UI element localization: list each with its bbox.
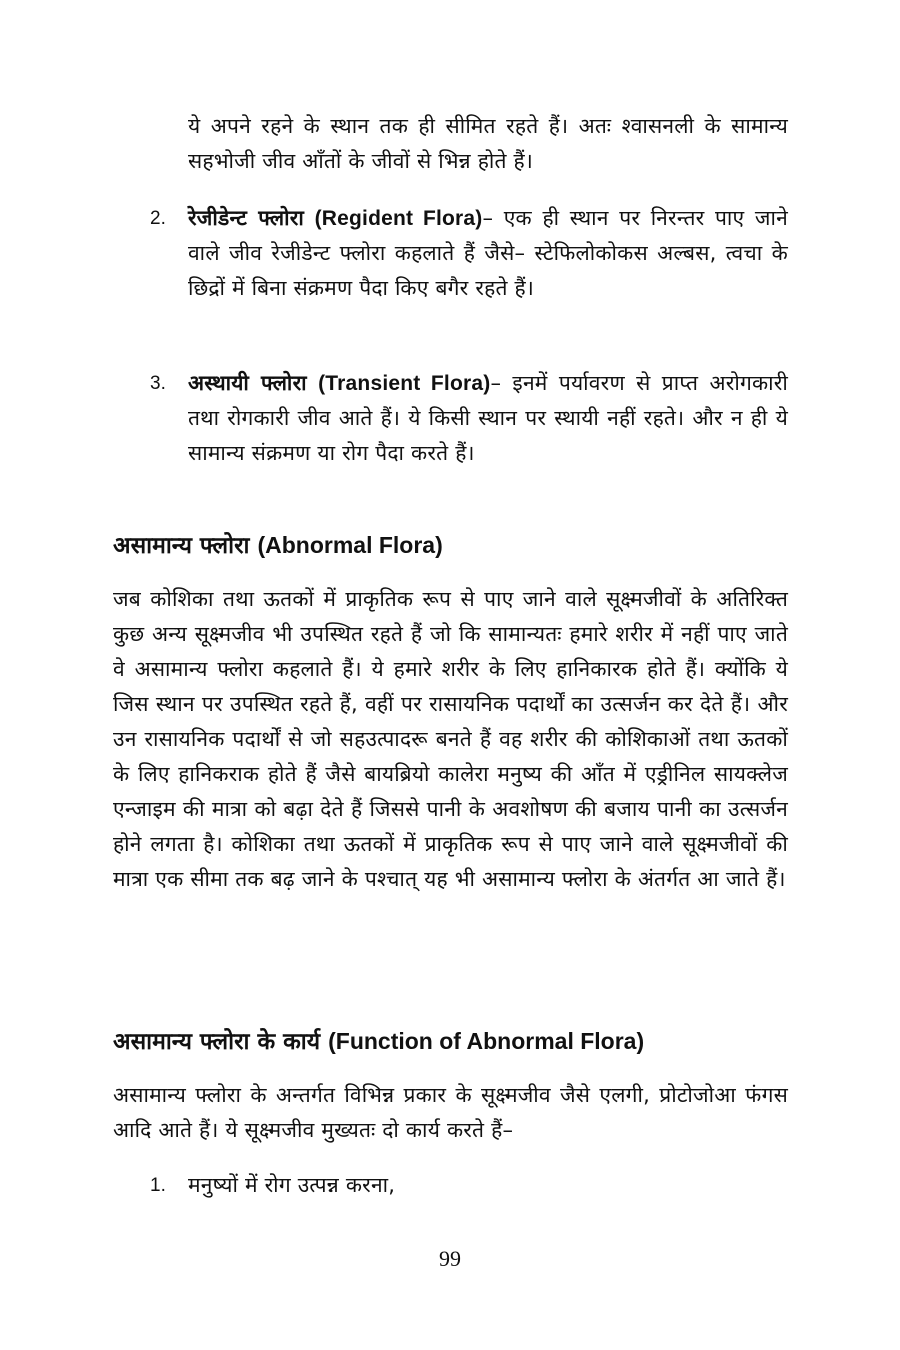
continuation-paragraph: ये अपने रहने के स्थान तक ही सीमित रहते हैं। अतः श्वासनली के सामान्य सहभोजी जीव आँतों के जीवों से भिन्न होते हैं।: [188, 114, 788, 173]
term-hindi: रेजीडेन्ट फ्लोरा: [188, 206, 305, 230]
section-heading-abnormal-flora: [113, 529, 443, 562]
function-paragraph: असामान्य फ्लोरा के अन्तर्गत विभिन्न प्रकार के सूक्ष्मजीव जैसे एलगी, प्रोटोजोआ फंगस आदि आते हैं। ये सूक्ष्मजीव मुख्यतः दो कार्य करते हैं–: [113, 1083, 788, 1142]
term-english: (Transient Flora): [318, 372, 491, 395]
list-item-transient-flora: [188, 366, 788, 471]
function-list-item: मनुष्यों में रोग उत्पन्न करना,: [188, 1173, 396, 1197]
term-description: – इनमें पर्यावरण से प्राप्त अरोगकारी तथा रोगकारी जीव आते हैं। ये किसी स्थान पर स्थायी नहीं रहते। और न ही ये सामान्य संक्रमण या रोग पैदा करते हैं।: [188, 371, 788, 465]
heading-english: (Function of Abnormal Flora): [328, 1028, 645, 1054]
list-item-number: 2.: [150, 208, 166, 229]
heading-hindi: असामान्य फ्लोरा के कार्य: [113, 1029, 321, 1055]
term-english: (Regident Flora): [314, 207, 483, 230]
section-heading-function-abnormal-flora: [113, 1025, 644, 1058]
term-description: – एक ही स्थान पर निरन्तर पाए जाने वाले जीव रेजीडेन्ट फ्लोरा कहलाते हैं जैसे– स्टेफिलोकोकस अल्बस, त्वचा के छिद्रों में बिना संक्रमण पैदा किए बगैर रहते हैं।: [188, 206, 788, 300]
list-item-number: 3.: [150, 373, 166, 394]
heading-english: (Abnormal Flora): [257, 532, 443, 558]
page-number: 99: [439, 1246, 461, 1271]
heading-hindi: असामान्य फ्लोरा: [113, 533, 250, 559]
term-hindi: अस्थायी फ्लोरा: [188, 371, 307, 395]
abnormal-flora-paragraph: जब कोशिका तथा ऊतकों में प्राकृतिक रूप से पाए जाने वाले सूक्ष्मजीवों के अतिरिक्त कुछ अन्य सूक्ष्मजीव भी उपस्थित रहते हैं जो कि सामान्यतः हमारे शरीर में नहीं पाए जाते वे असामान्य फ्लोरा कहलाते हैं। ये हमारे शरीर के लिए हानिकारक होते हैं। क्योंकि ये जिस स्थान पर उपस्थित रहते हैं, वहीं पर रासायनिक पदार्थों का उत्सर्जन कर देते हैं। और उन रासायनिक पदार्थों से जो सहउत्पादरू बनते हैं वह शरीर की कोशिकाओं तथा ऊतकों के लिए हानिकराक होते हैं जैसे बायब्रियो कालेरा मनुष्य की आँत में एड्रीनिल सायक्लेज एन्जाइम की मात्रा को बढ़ा देते हैं जिससे पानी के अवशोषण की बजाय पानी का उत्सर्जन होने लगता है। कोशिका तथा ऊतकों में प्राकृतिक रूप से पाए जाने वाले सूक्ष्मजीवों की मात्रा एक सीमा तक बढ़ जाने के पश्चात् यह भी असामान्य फ्लोरा के अंतर्गत आ जाते हैं।: [113, 587, 788, 891]
list-item-resident-flora: [188, 201, 788, 306]
function-list-number: 1.: [150, 1175, 166, 1196]
